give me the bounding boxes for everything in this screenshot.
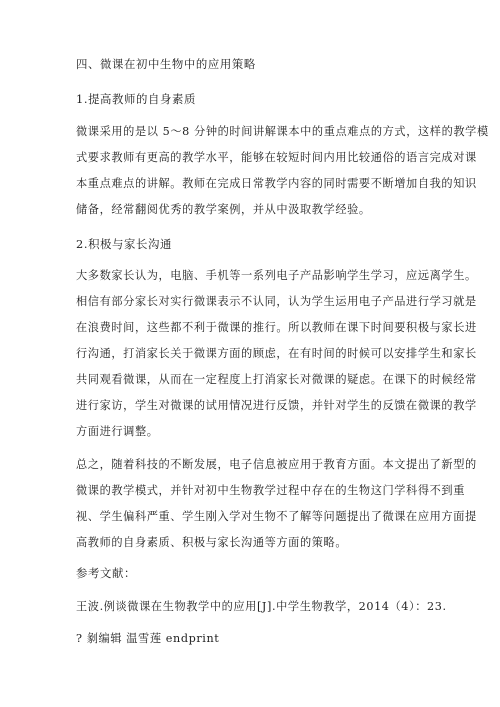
paragraph-line: 相信有部分家长对实行微课表示不认同，认为学生运用电子产品进行学习就是 (76, 295, 477, 308)
subsection-title-1: 1.提高教师的自身素质 (76, 92, 196, 106)
paragraph-line: 高教师的自身素质、积极与家长沟通等方面的策略。 (76, 536, 348, 549)
subsection-title-2: 2.积极与家长沟通 (76, 237, 173, 251)
paragraph-line: 进行家访，学生对微课的试用情况进行反馈，并针对学生的反馈在微课的教学 (76, 399, 477, 412)
paragraph-line: 微课的教学模式，并针对初中生物教学过程中存在的生物这门学科得不到重 (76, 484, 465, 497)
section-heading: 四、微课在初中生物中的应用策略 (76, 57, 256, 71)
paragraph-line: 储备，经常翻阅优秀的教学案例，并从中汲取教学经验。 (76, 203, 371, 216)
paragraph-line: 方面进行调整。 (76, 425, 159, 438)
paragraph-line: 行沟通，打消家长关于微课方面的顾虑，在有时间的时候可以安排学生和家长 (76, 347, 477, 360)
paragraph-line: 微课采用的是以 5～8 分钟的时间讲解课本中的重点难点的方式，这样的教学模 (76, 125, 489, 138)
paragraph-line: 本重点难点的讲解。教师在完成日常教学内容的同时需要不断增加自我的知识 (76, 177, 477, 190)
references-title: 参考文献： (76, 566, 136, 580)
paragraph-line: 视、学生偏科严重、学生刚入学对生物不了解等问题提出了微课在应用方面提 (76, 510, 477, 523)
paragraph-line: 式要求教师有更高的教学水平，能够在较短时间内用比较通俗的语言完成对课 (76, 151, 477, 164)
paragraph-line: 共同观看微课，从而在一定程度上打消家长对微课的疑虑。在课下的时候经常 (76, 373, 477, 386)
paragraph-line: 总之，随着科技的不断发展，电子信息被应用于教育方面。本文提出了新型的 (76, 458, 477, 471)
paragraph-line: 在浪费时间，这些都不利于微课的推行。所以教师在课下时间要积极与家长进 (76, 321, 477, 334)
reference-item: 王波.例谈微课在生物教学中的应用[J].中学生物教学，2014（4）：23. (76, 600, 447, 613)
paragraph-line: 大多数家长认为，电脑、手机等一系列电子产品影响学生学习，应远离学生。 (76, 269, 477, 282)
footer-text: ? 剶编辑 温雪莲 endprint (76, 632, 220, 645)
